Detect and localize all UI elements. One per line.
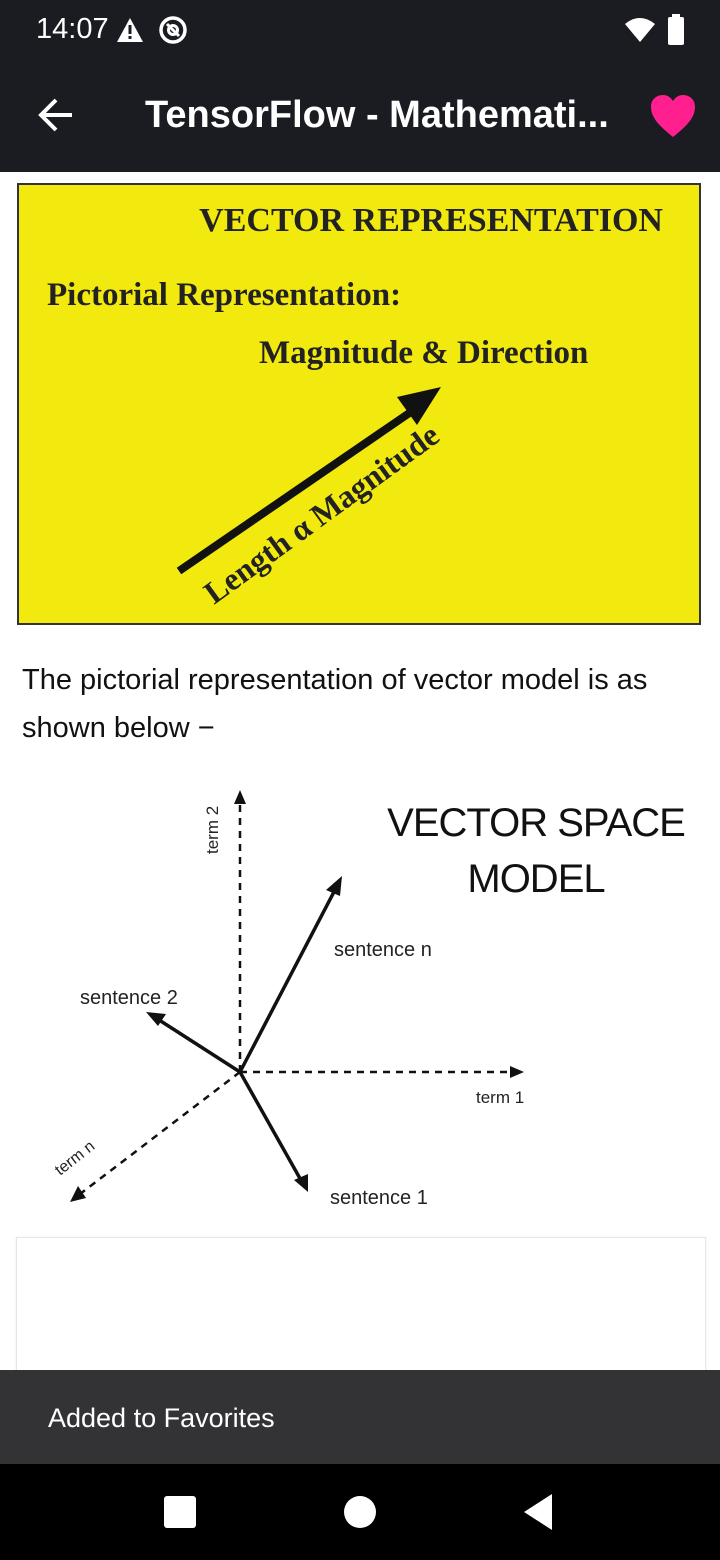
home-circle-icon[interactable] <box>342 1494 378 1530</box>
term2-axis-arrowhead <box>234 790 246 804</box>
wifi-icon <box>624 16 656 44</box>
article-content <box>0 172 720 1370</box>
battery-icon <box>666 14 686 46</box>
snackbar-message: Added to Favorites <box>48 1403 275 1433</box>
figure2-title-line2: MODEL <box>467 857 605 901</box>
app-bar <box>0 62 720 172</box>
figure1-arrow-label: Length α Magnitude <box>196 416 446 611</box>
term1-axis-arrowhead <box>510 1066 524 1078</box>
back-arrow-icon[interactable] <box>32 90 82 140</box>
figure1-line2: Magnitude & Direction <box>259 335 589 371</box>
recents-square-icon[interactable] <box>162 1494 198 1530</box>
vector-space-model-image <box>0 772 720 1242</box>
vector-representation-image <box>17 183 701 625</box>
status-time: 14:07 <box>36 13 109 45</box>
sentence-1-label: sentence 1 <box>330 1187 428 1209</box>
at-sign-icon <box>158 15 188 45</box>
figure1-line1: Pictorial Representation: <box>47 277 402 313</box>
sentence-2-label: sentence 2 <box>80 987 178 1009</box>
sentence-n-label: sentence n <box>334 939 432 961</box>
sentence-n-arrowhead <box>326 876 342 896</box>
sentence-1-vector <box>240 1072 302 1182</box>
article-paragraph: The pictorial representation of vector model is as shown below − <box>22 664 648 744</box>
page-title: TensorFlow - Mathemati... <box>145 94 609 136</box>
snackbar <box>0 1370 720 1464</box>
sentence-2-vector <box>156 1018 240 1072</box>
termn-axis <box>80 1072 240 1194</box>
favorite-heart-icon[interactable] <box>648 92 698 142</box>
figure2-title-line1: VECTOR SPACE <box>387 801 685 845</box>
figure1-title: VECTOR REPRESENTATION <box>199 202 663 239</box>
warning-icon <box>116 17 144 43</box>
system-nav-bar <box>0 1464 720 1560</box>
status-bar <box>0 0 720 62</box>
termn-axis-arrowhead <box>70 1186 86 1202</box>
term2-label: term 2 <box>203 805 222 854</box>
termn-label: term n <box>51 1137 99 1180</box>
sentence-n-vector <box>240 888 336 1072</box>
blank-card <box>16 1237 706 1379</box>
back-triangle-icon[interactable] <box>520 1492 556 1532</box>
term1-label: term 1 <box>476 1088 525 1107</box>
